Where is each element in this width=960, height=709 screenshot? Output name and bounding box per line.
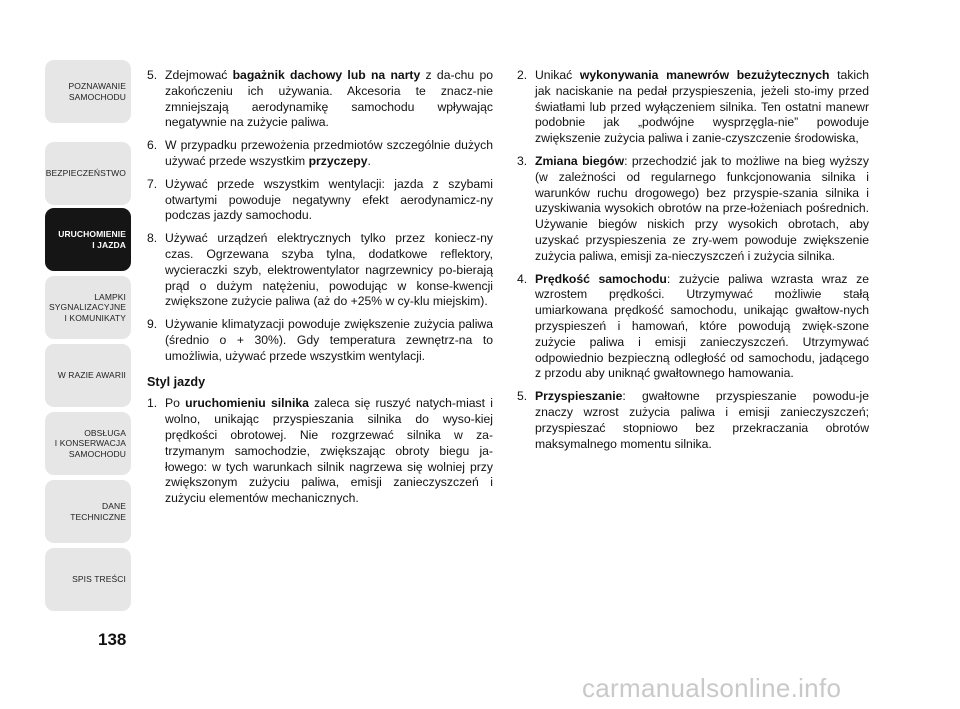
sidebar-tab-w-razie-awarii[interactable]: W RAZIE AWARII — [45, 344, 131, 407]
list-item: 5. Przyspieszanie: gwałtowne przyspieszanie powodu-je znaczy wzrost zużycia paliwa i emisji zanieczyszczeń; przyspieszać stopniowo bez przekraczania obrotów maksymalnego momentu silnika. — [517, 389, 869, 451]
left-text-column — [147, 68, 493, 514]
list-item: 8. Używać urządzeń elektrycznych tylko przez koniecz-ny czas. Ogrzewana szyba tylna, dodatkowe reflektory, wycieraczki szyb, elektrowentylator nagrzewnicy po-bierają prąd o dużym natężeniu, powodując w konse-kwencji zwiększone zużycie paliwa (aż do +25% w cy-klu miejskim). — [147, 231, 493, 309]
right-text-column — [517, 68, 869, 459]
section-title: Styl jazdy — [147, 374, 206, 389]
sidebar-tab-lampki-sygnalizacyjne[interactable]: LAMPKI SYGNALIZACYJNE I KOMUNIKATY — [45, 276, 131, 339]
watermark: carmanualsonline.info — [582, 673, 842, 703]
list-item: 1. Po uruchomieniu silnika zaleca się ruszyć natych-miast i wolno, unikając przyspieszania silnika do wyso-kiej prędkości obrotowej. Nie rozgrzewać silnika w za-trzymanym samochodzie, zwiększając obroty biegu ja-łowego: w tych warunkach silnik nagrzewa się wolniej przy zwiększonym zużyciu paliwa, emisji zanieczyszczeń i zużyciu elementów mechanicznych. — [147, 396, 493, 506]
sidebar-tab-spis-tresci[interactable]: SPIS TREŚCI — [45, 548, 131, 611]
list-item: 3. Zmiana biegów: przechodzić jak to możliwe na bieg wyższy (w zależności od regularnego funkcjonowania silnika i warunków ruchu drogowego) bez przyspie-szania silnika i uzyskiwania wysokich obrotów na prze-łożeniach pośrednich. Używanie biegów niskich przy wysokich obrotach, aby uzyskać przyspieszenia ze zry-wem powoduje zwiększenie zużycia paliwa, emisji za-nieczyszczeń i zużycia silnika. — [517, 153, 869, 263]
sidebar-tab-poznawanie-samochodu[interactable]: POZNAWANIE SAMOCHODU — [45, 60, 131, 123]
sidebar-tab-bezpieczenstwo[interactable]: BEZPIECZEŃSTWO — [45, 142, 131, 205]
sidebar-tab-obsluga-i-konserwacja[interactable]: OBSŁUGA I KONSERWACJA SAMOCHODU — [45, 412, 131, 475]
list-item: 4. Prędkość samochodu: zużycie paliwa wzrasta wraz ze wzrostem prędkości. Utrzymywać możliwie stałą umiarkowana prędkość samochodu, unikając gwałtow-nych przyspieszeń i hamowań, które powodują zwięk-szone zużycie paliwa i emisji zanieczyszczeń. Utrzymywać odpowiednio bezpieczną odległość od samochodu, jadącego z przodu aby uniknąć gwałtownego hamowania. — [517, 271, 869, 381]
list-item: 6. W przypadku przewożenia przedmiotów szczególnie dużych używać przede wszystkim przyczepy. — [147, 138, 493, 168]
sidebar-tab-dane-techniczne[interactable]: DANE TECHNICZNE — [45, 480, 131, 543]
sidebar-tab-uruchomienie-i-jazda[interactable]: URUCHOMIENIE I JAZDA — [45, 208, 131, 271]
list-item: 9. Używanie klimatyzacji powoduje zwiększenie zużycia paliwa (średnio o + 30%). Gdy temperatura zewnętrz-na to umożliwia, używać przede wszystkim wentylacji. — [147, 317, 493, 363]
list-item: 7. Używać przede wszystkim wentylacji: jazda z szybami otwartymi powoduje negatywny efekt aerodynamicz-ny podczas jazdy samochodu. — [147, 176, 493, 223]
list-item: 2. Unikać wykonywania manewrów bezużytecznych takich jak naciskanie na pedał przyspieszenia, jeżeli sto-imy przed światłami lub przed wyłączeniem silnika. Ten ostatni manewr podobnie jak „podwójne wysprzęgla-nie” powoduje zwiększenie zużycia paliwa i zanie-czyszczenie środowiska, — [517, 68, 869, 146]
list-item: 5. Zdejmować bagażnik dachowy lub na narty z da-chu po zakończeniu ich używania. Akcesoria te znacz-nie zmniejszają aerodynamikę samochodu wpływając negatywnie na zużycie paliwa. — [147, 68, 494, 130]
page-number: 138 — [98, 630, 127, 649]
